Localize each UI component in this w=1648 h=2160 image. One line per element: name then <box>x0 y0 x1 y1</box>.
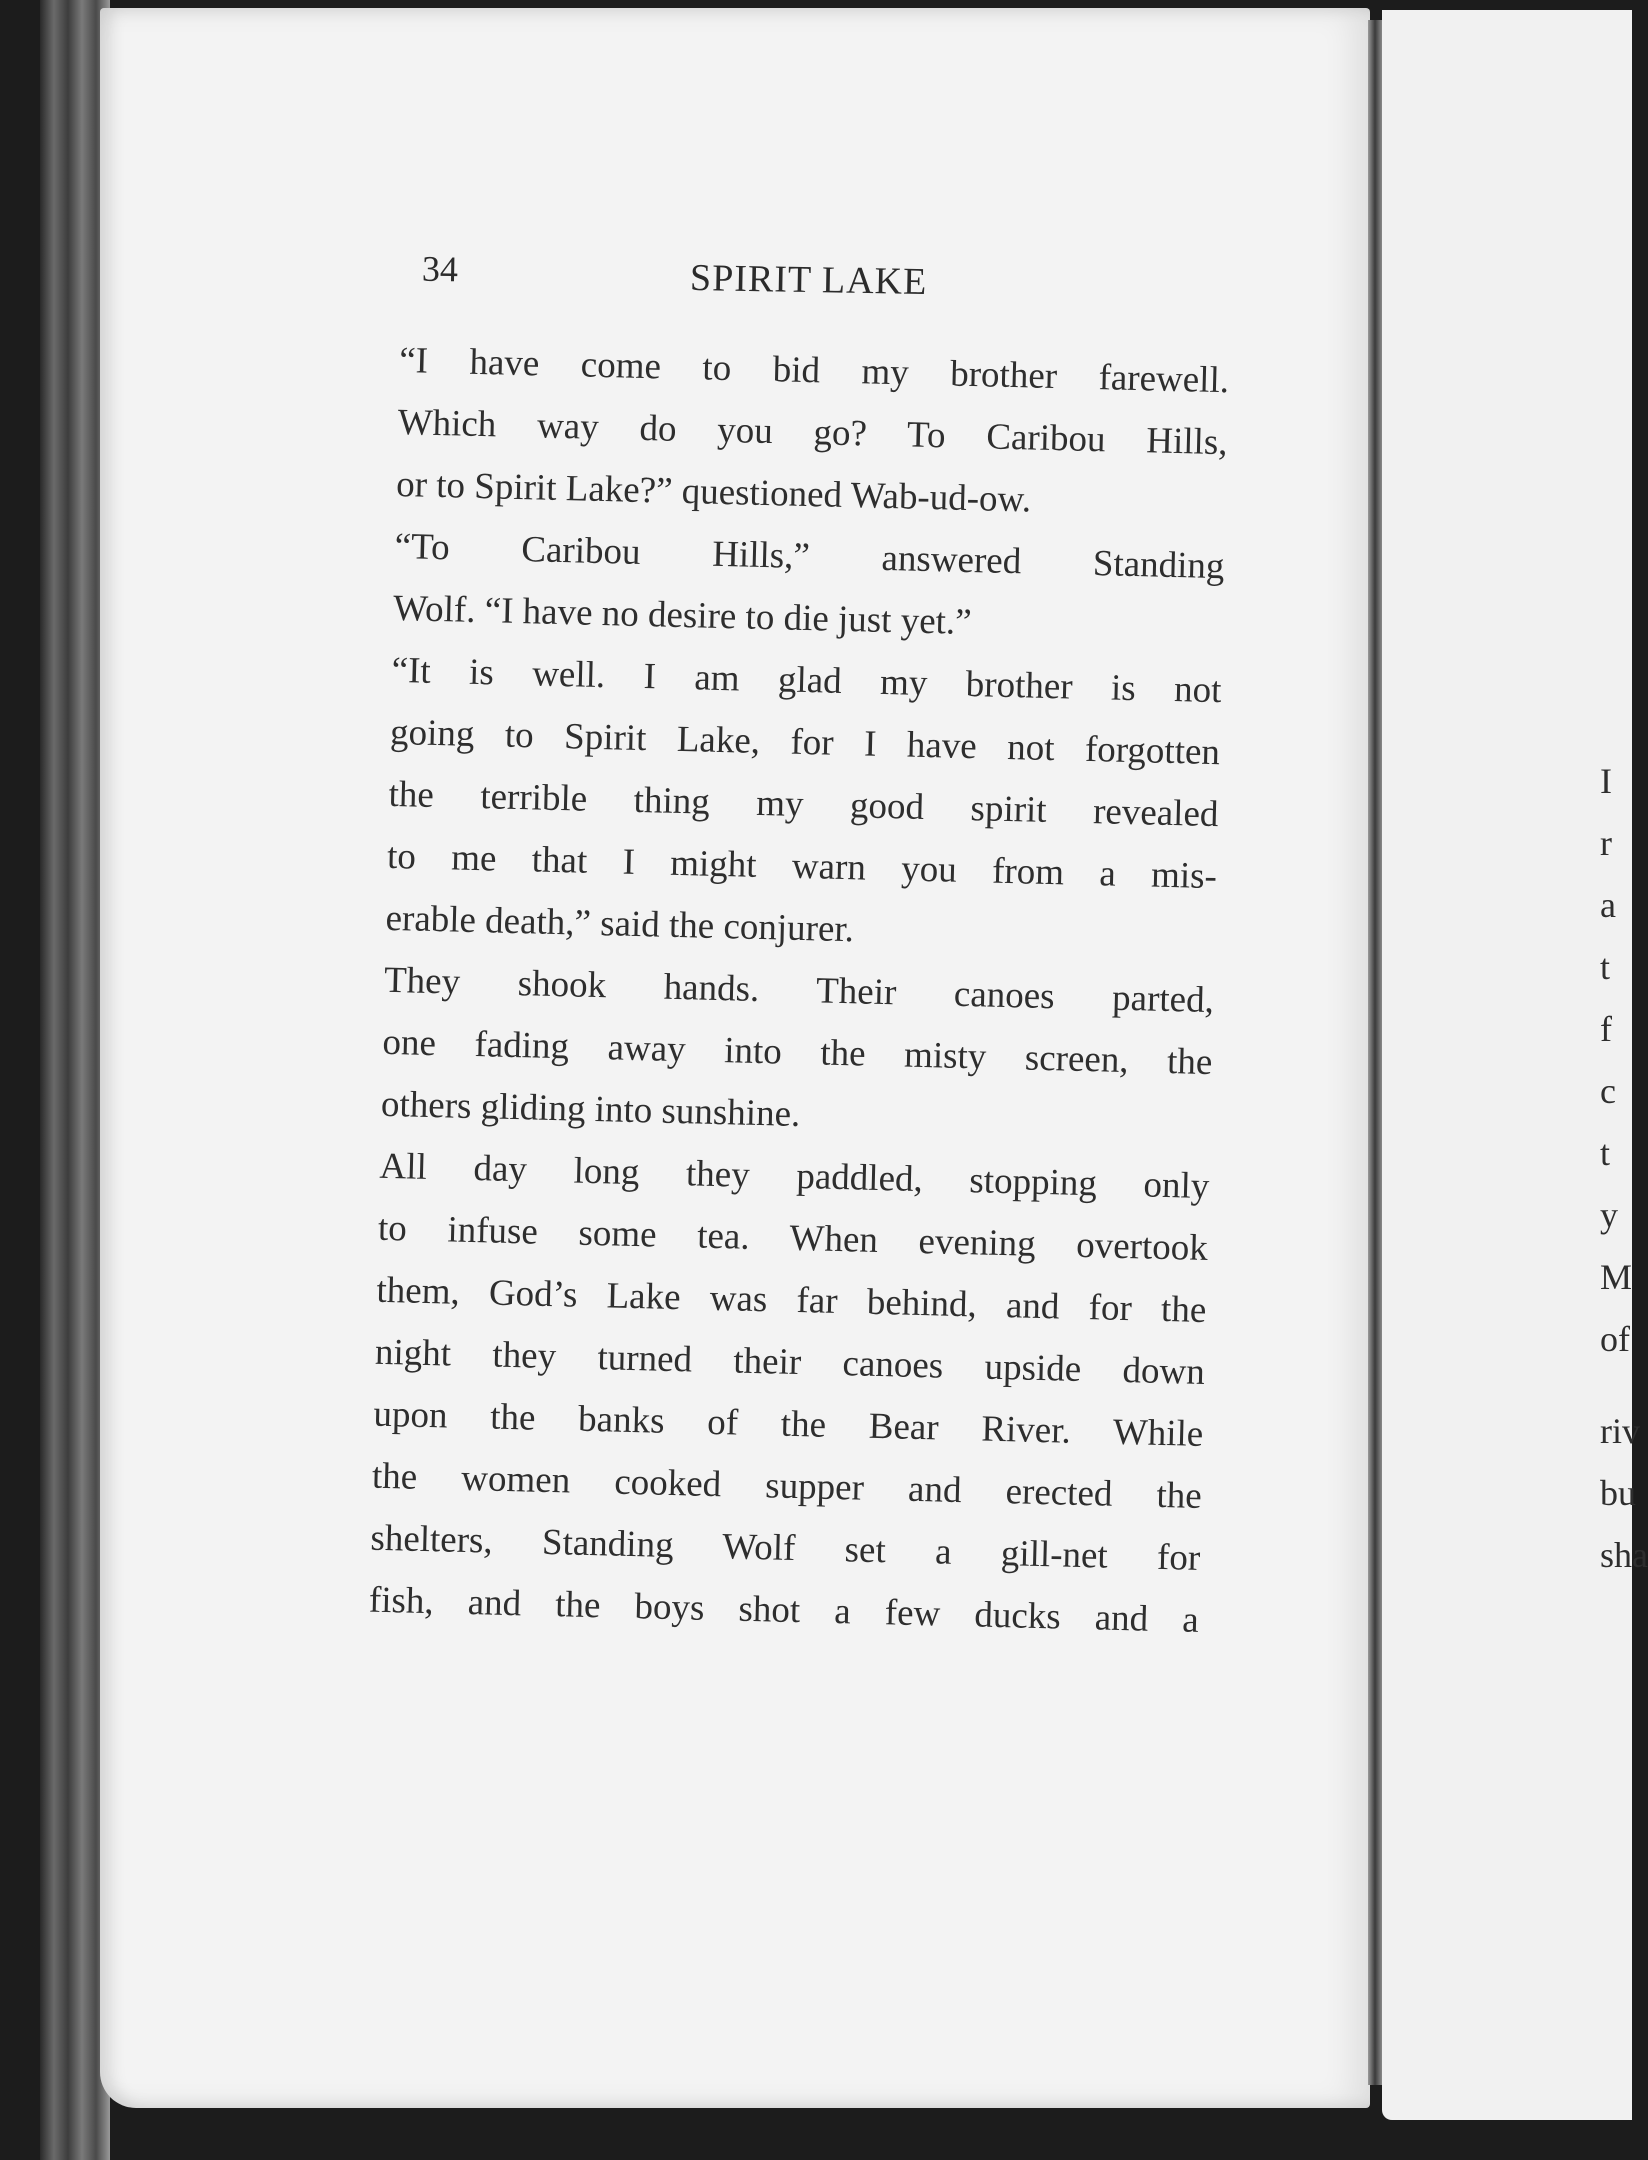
text-line: others gliding into sunshine. <box>380 1083 801 1136</box>
page-number: 34 <box>421 248 459 290</box>
right-page-fragment: f <box>1600 1009 1612 1049</box>
text-line: shelters, Standing Wolf set a gill-net for <box>369 1517 1201 1579</box>
text-line: fish, and the boys shot a few ducks and a <box>368 1579 1200 1641</box>
text-line: to infuse some tea. When evening overtook <box>377 1207 1209 1270</box>
text-line: “To Caribou Hills,” answered Standing <box>394 525 1225 588</box>
paragraph <box>395 330 1229 536</box>
text-line: All day long they paddled, stopping only <box>379 1145 1210 1208</box>
text-line: “I have come to bid my brother farewell. <box>398 339 1230 402</box>
right-page-text-fragments <box>1600 750 1648 1586</box>
text-line: or to Spirit Lake?” questioned Wab-ud-ow. <box>395 463 1032 521</box>
text-line: one fading away into the misty screen, the <box>382 1021 1213 1084</box>
right-page-fragment: y <box>1600 1195 1618 1235</box>
running-title: SPIRIT LAKE <box>689 256 928 304</box>
text-line: Which way do you go? To Caribou Hills, <box>397 401 1228 464</box>
right-page-fragment: c <box>1600 1071 1616 1111</box>
page-gutter <box>1368 20 1382 2085</box>
right-page-fragment: bu <box>1600 1473 1636 1513</box>
right-page-fragment: riv <box>1600 1411 1640 1451</box>
text-line: to me that I might warn you from a mis- <box>386 835 1218 898</box>
right-page-fragment: sha <box>1600 1535 1648 1575</box>
text-line: the women cooked supper and erected the <box>371 1455 1203 1517</box>
paragraph <box>385 640 1222 970</box>
right-page-fragment: I <box>1600 761 1612 801</box>
right-page-fragment: r <box>1600 823 1612 863</box>
right-page-fragment: M <box>1600 1257 1633 1297</box>
text-line: night they turned their canoes upside down <box>374 1331 1206 1393</box>
right-page-fragment: a <box>1600 885 1616 925</box>
text-line: them, God’s Lake was far behind, and for the <box>376 1269 1207 1331</box>
paragraph <box>380 950 1214 1156</box>
text-line: erable death,” said the conjurer. <box>385 897 855 951</box>
text-line: They shook hands. Their canoes parted, <box>383 959 1215 1022</box>
text-line: the terrible thing my good spirit revealed <box>388 773 1219 836</box>
right-page-fragment: t <box>1600 947 1611 987</box>
body-text <box>368 330 1230 1652</box>
right-page-fragment: of <box>1600 1319 1630 1359</box>
paragraph <box>392 516 1225 660</box>
text-line: Wolf. “I have no desire to die just yet.” <box>392 587 973 644</box>
right-page <box>1382 10 1632 2120</box>
right-page-fragment: t <box>1600 1133 1611 1173</box>
text-line: “It is well. I am glad my brother is not <box>391 649 1222 712</box>
text-line: going to Spirit Lake, for I have not forgotten <box>389 711 1221 774</box>
text-line: upon the banks of the Bear River. While <box>373 1393 1204 1455</box>
paragraph <box>368 1136 1210 1652</box>
